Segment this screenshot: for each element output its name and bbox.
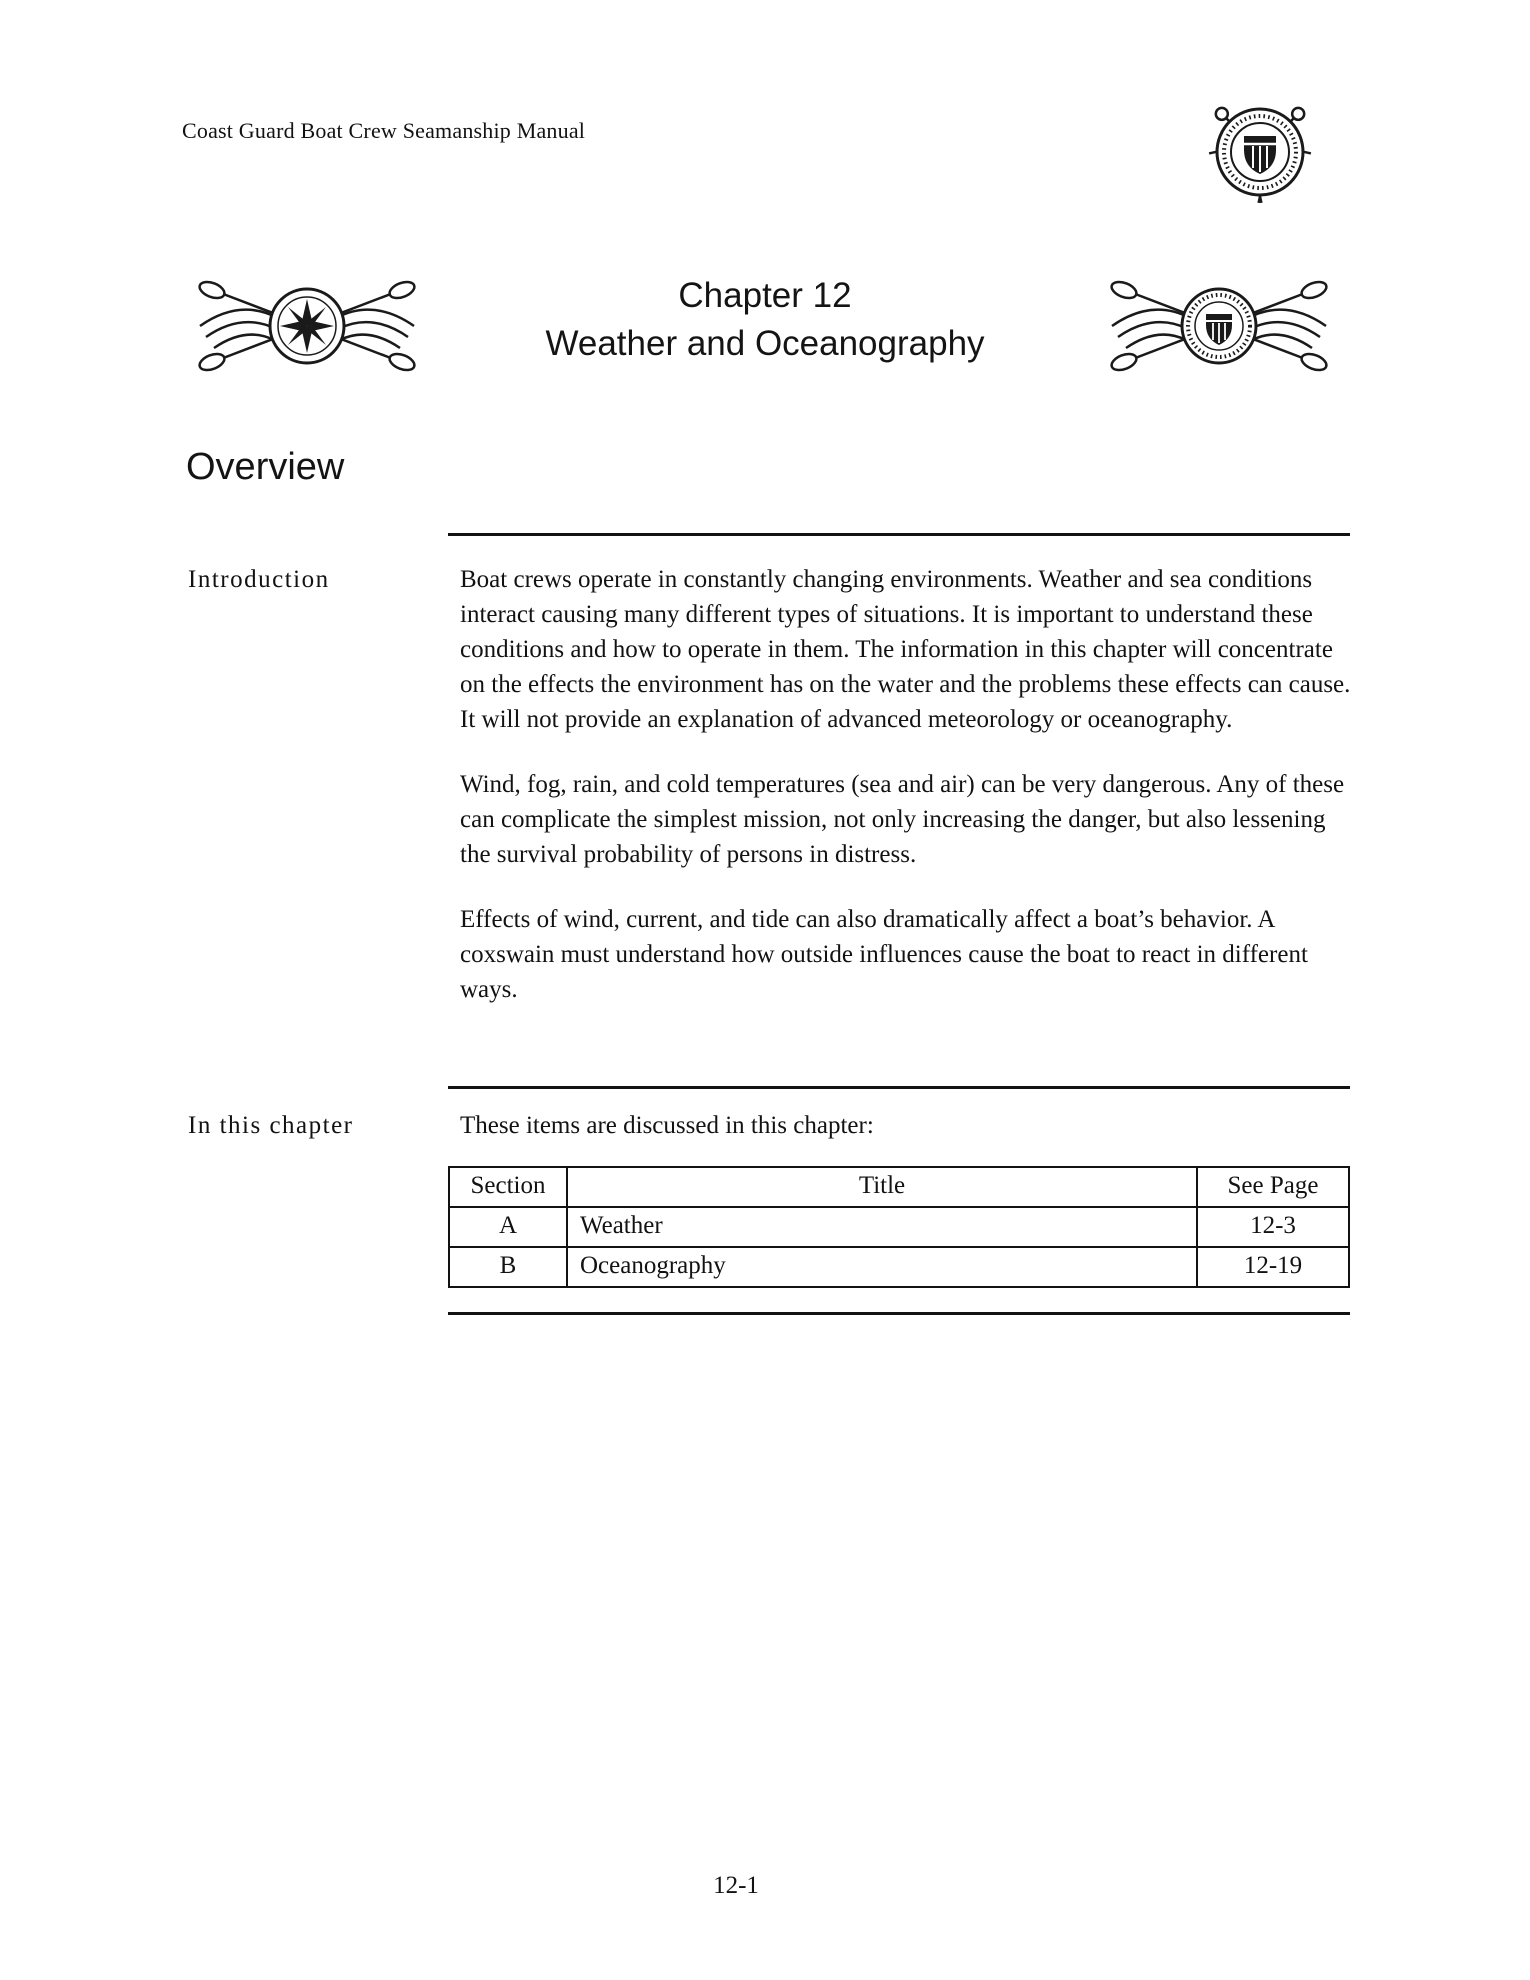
chapter-title bbox=[450, 272, 1080, 368]
document-header: Coast Guard Boat Crew Seamanship Manual bbox=[182, 118, 586, 143]
introduction-label: Introduction bbox=[188, 566, 330, 593]
cell-title-weather: Weather bbox=[567, 1207, 1197, 1247]
table-header-row bbox=[449, 1167, 1349, 1207]
header-section: Section bbox=[449, 1167, 567, 1207]
cell-page-oceanography: 12-19 bbox=[1197, 1247, 1349, 1287]
section-divider-middle bbox=[448, 1086, 1350, 1089]
chapter-contents-table bbox=[448, 1166, 1350, 1288]
section-divider-bottom bbox=[448, 1312, 1350, 1315]
boat-crew-insignia-right-icon bbox=[1094, 266, 1344, 386]
cell-section-b: B bbox=[449, 1247, 567, 1287]
cell-section-a: A bbox=[449, 1207, 567, 1247]
cell-page-weather: 12-3 bbox=[1197, 1207, 1349, 1247]
table-row bbox=[449, 1247, 1349, 1287]
chapter-number: Chapter 12 bbox=[678, 276, 852, 315]
cell-title-oceanography: Oceanography bbox=[567, 1247, 1197, 1287]
coast-guard-seal-icon bbox=[1190, 82, 1330, 222]
header-title: Title bbox=[567, 1167, 1197, 1207]
overview-heading: Overview bbox=[186, 446, 345, 488]
section-divider-top bbox=[448, 533, 1350, 536]
boat-crew-insignia-left-icon bbox=[182, 266, 432, 386]
intro-paragraph-1: Boat crews operate in constantly changing environments. Weather and sea conditions interact causing many different types of situations. It is important to understand these conditions and how to operate in them. The information in this chapter will concentrate on the effects the environment has on the water and the problems these effects can cause. It will not provide an explanation of advanced meteorology or oceanography. bbox=[460, 566, 1351, 733]
introduction-body bbox=[460, 562, 1355, 1007]
chapter-contents-intro: These items are discussed in this chapter: bbox=[460, 1112, 874, 1139]
intro-paragraph-3: Effects of wind, current, and tide can also dramatically affect a boat’s behavior. A coxswain must understand how outside influences cause the boat to react in different ways. bbox=[460, 906, 1308, 1003]
intro-paragraph-2: Wind, fog, rain, and cold temperatures (sea and air) can be very dangerous. Any of these can complicate the simplest mission, not only increasing the danger, but also lessening the survival probability of persons in distress. bbox=[460, 771, 1345, 868]
in-this-chapter-label: In this chapter bbox=[188, 1112, 354, 1139]
page-number: 12-1 bbox=[713, 1872, 759, 1899]
chapter-name: Weather and Oceanography bbox=[545, 324, 985, 363]
header-see-page: See Page bbox=[1197, 1167, 1349, 1207]
table-row bbox=[449, 1207, 1349, 1247]
